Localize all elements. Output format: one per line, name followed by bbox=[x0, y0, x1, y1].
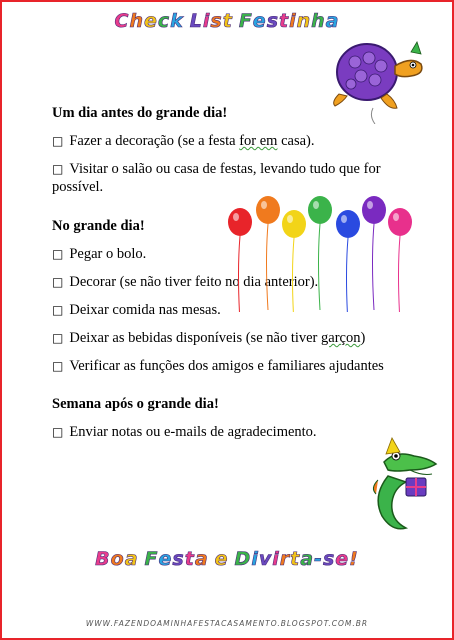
checkbox-icon[interactable]: □ bbox=[52, 246, 64, 261]
balloons-icon bbox=[226, 192, 416, 312]
balloon-string bbox=[373, 224, 375, 310]
section-heading: Um dia antes do grande dia! bbox=[52, 105, 228, 121]
document-title: Check List Festinha bbox=[114, 10, 340, 32]
footer-url: WWW.FAZENDOAMINHAFESTACASAMENTO.BLOGSPOT.COM.BR bbox=[85, 619, 369, 628]
item-text-end: ) bbox=[360, 330, 366, 346]
balloon-string bbox=[293, 238, 295, 312]
item-text: Decorar (se não tiver feito no dia anterior). bbox=[69, 273, 319, 290]
checklist-item[interactable] bbox=[52, 357, 424, 375]
item-text-underlined: for em bbox=[239, 133, 278, 150]
balloon-string bbox=[267, 224, 269, 310]
balloon bbox=[282, 210, 306, 238]
balloon bbox=[256, 196, 280, 224]
balloon-highlight bbox=[313, 201, 319, 209]
checkbox-icon[interactable]: □ bbox=[52, 162, 64, 177]
item-text: Visitar o salão ou casa de festas, levando tudo que for possível. bbox=[52, 161, 381, 196]
checklist-item[interactable] bbox=[52, 329, 424, 347]
section-heading: No grande dia! bbox=[52, 217, 145, 234]
balloon-highlight bbox=[287, 215, 293, 223]
balloon-string bbox=[399, 236, 401, 312]
balloon bbox=[308, 196, 332, 224]
checklist-item[interactable] bbox=[52, 132, 424, 150]
balloon-string bbox=[319, 224, 321, 310]
item-text: Pegar o bolo. bbox=[69, 245, 147, 262]
title-banner bbox=[0, 10, 454, 32]
balloon-string bbox=[239, 236, 241, 312]
checkbox-icon[interactable]: □ bbox=[52, 274, 64, 289]
item-text: Fazer a decoração (se a festa bbox=[69, 133, 240, 150]
item-text-end: casa). bbox=[277, 133, 315, 150]
balloon bbox=[362, 196, 386, 224]
balloon bbox=[228, 208, 252, 236]
item-text: Deixar comida nas mesas. bbox=[69, 301, 221, 318]
checkbox-icon[interactable]: □ bbox=[52, 331, 64, 345]
balloon-highlight bbox=[393, 213, 399, 221]
closing-message: Boa Festa e Divirta-se! bbox=[95, 548, 359, 570]
balloon bbox=[336, 210, 360, 238]
checkbox-icon[interactable]: □ bbox=[52, 425, 64, 440]
item-text-underlined: garçon bbox=[321, 330, 361, 346]
balloon-highlight bbox=[341, 215, 347, 223]
section-heading: Semana após o grande dia! bbox=[52, 396, 219, 413]
balloon-highlight bbox=[261, 201, 267, 209]
item-text: Deixar as bebidas disponíveis (se não tiver bbox=[69, 330, 322, 346]
balloon-string bbox=[347, 238, 349, 312]
balloon bbox=[388, 208, 412, 236]
crocodile-party-icon bbox=[366, 436, 446, 536]
checkbox-icon[interactable]: □ bbox=[52, 302, 64, 317]
closing-banner bbox=[0, 548, 454, 570]
checkbox-icon[interactable]: □ bbox=[52, 359, 64, 374]
item-text: Verificar as funções dos amigos e familiares ajudantes bbox=[69, 358, 384, 375]
checkbox-icon[interactable]: □ bbox=[52, 134, 64, 149]
balloon-highlight bbox=[367, 201, 373, 209]
item-text: Enviar notas ou e-mails de agradecimento. bbox=[69, 424, 317, 441]
balloon-highlight bbox=[233, 213, 239, 221]
